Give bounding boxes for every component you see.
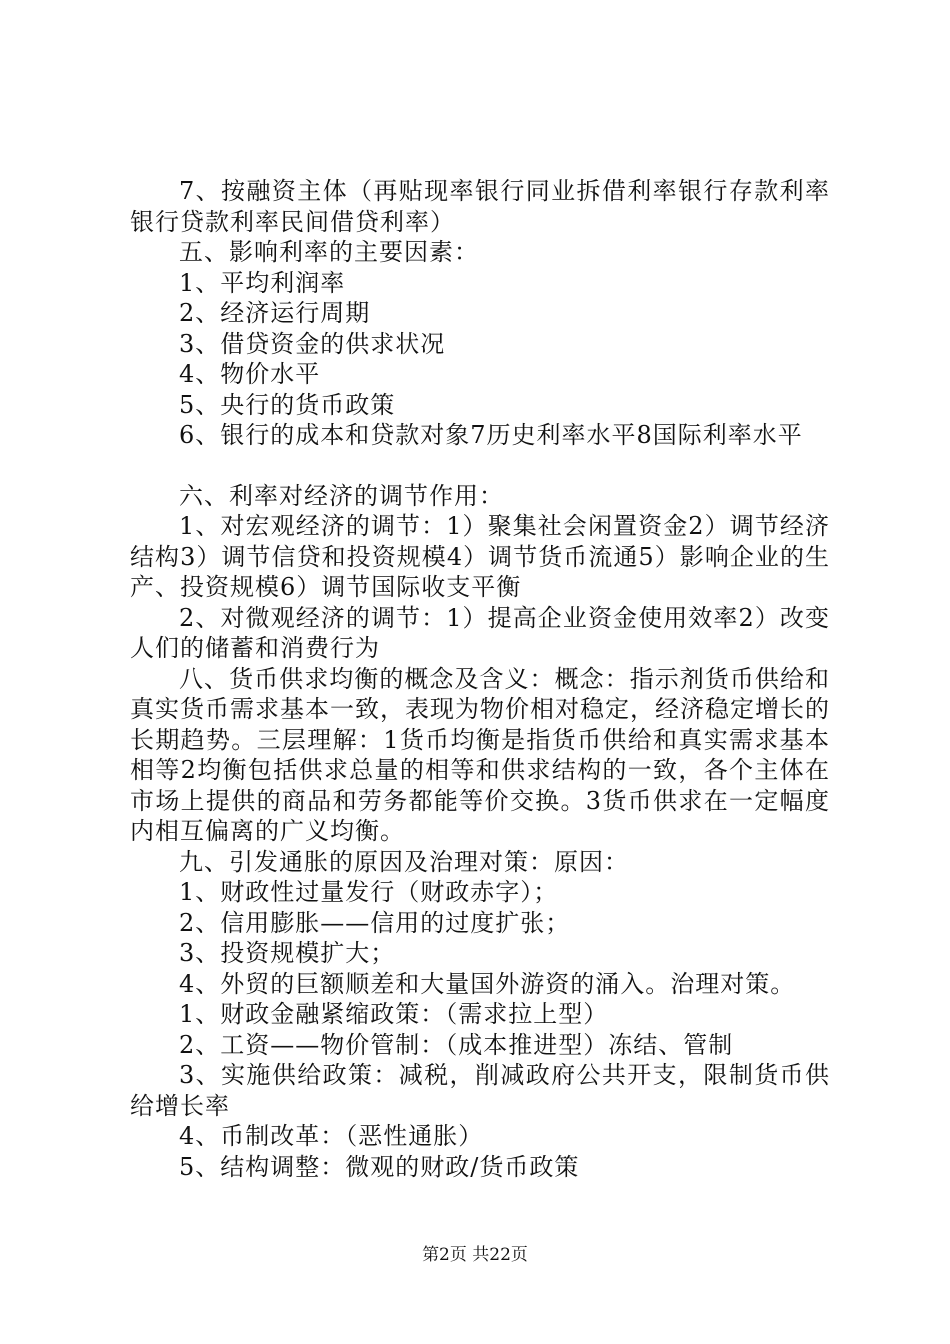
list-item: 4、外贸的巨额顺差和大量国外游资的涌入。治理对策。 bbox=[179, 969, 796, 998]
list-item: 1、对宏观经济的调节：1）聚集社会闲置资金2）调节经济结构3）调节信贷和投资规模4）调节货币流通5）影响企业的生产、投资规模6）调节国际收支平衡 bbox=[130, 512, 830, 601]
list-item: 5、央行的货币政策 bbox=[179, 390, 396, 419]
list-item: 3、借贷资金的供求状况 bbox=[179, 329, 446, 358]
page-number-footer: 第2页 共22页 bbox=[422, 1245, 528, 1265]
paragraph-1: 7、按融资主体（再贴现率银行同业拆借利率银行存款利率银行贷款利率民间借贷利率） bbox=[130, 177, 830, 236]
blank-line bbox=[130, 451, 830, 481]
list-item: 2、信用膨胀——信用的过度扩张； bbox=[179, 908, 571, 937]
list-item: 2、工资——物价管制：（成本推进型）冻结、管制 bbox=[179, 1030, 734, 1059]
list-item: 1、财政性过量发行（财政赤字）； bbox=[179, 878, 559, 906]
list-item: 1、财政金融紧缩政策：（需求拉上型） bbox=[179, 1000, 609, 1028]
list-item: 4、币制改革：（恶性通胀） bbox=[179, 1122, 484, 1150]
list-item: 2、经济运行周期 bbox=[179, 299, 371, 327]
section-heading-8: 八、货币供求均衡的概念及含义：概念：指示剂货币供给和真实货币需求基本一致，表现为物价相对稳定，经济稳定增长的长期趋势。三层理解：1货币均衡是指货币供给和真实需求基本相等2均衡包括供求总量的相等和供求结构的一致，各个主体在市场上提供的商品和劳务都能等价交换。3货币供求在一定幅度内相互偏离的广义均衡。 bbox=[130, 664, 830, 845]
list-item: 1、平均利润率 bbox=[179, 268, 346, 297]
list-item: 4、物价水平 bbox=[179, 360, 321, 388]
list-item: 3、实施供给政策：减税，削减政府公共开支，限制货币供给增长率 bbox=[130, 1061, 830, 1120]
section-heading-5: 五、影响利率的主要因素： bbox=[179, 238, 479, 266]
section-heading-9: 九、引发通胀的原因及治理对策：原因： bbox=[179, 847, 629, 876]
section-heading-6: 六、利率对经济的调节作用： bbox=[179, 481, 504, 510]
list-item: 6、银行的成本和贷款对象7历史利率水平8国际利率水平 bbox=[179, 421, 803, 449]
document-body bbox=[130, 176, 830, 1182]
list-item: 3、投资规模扩大； bbox=[179, 939, 396, 967]
list-item: 5、结构调整：微观的财政/货币政策 bbox=[179, 1152, 580, 1181]
list-item: 2、对微观经济的调节：1）提高企业资金使用效率2）改变人们的储蓄和消费行为 bbox=[130, 603, 830, 662]
